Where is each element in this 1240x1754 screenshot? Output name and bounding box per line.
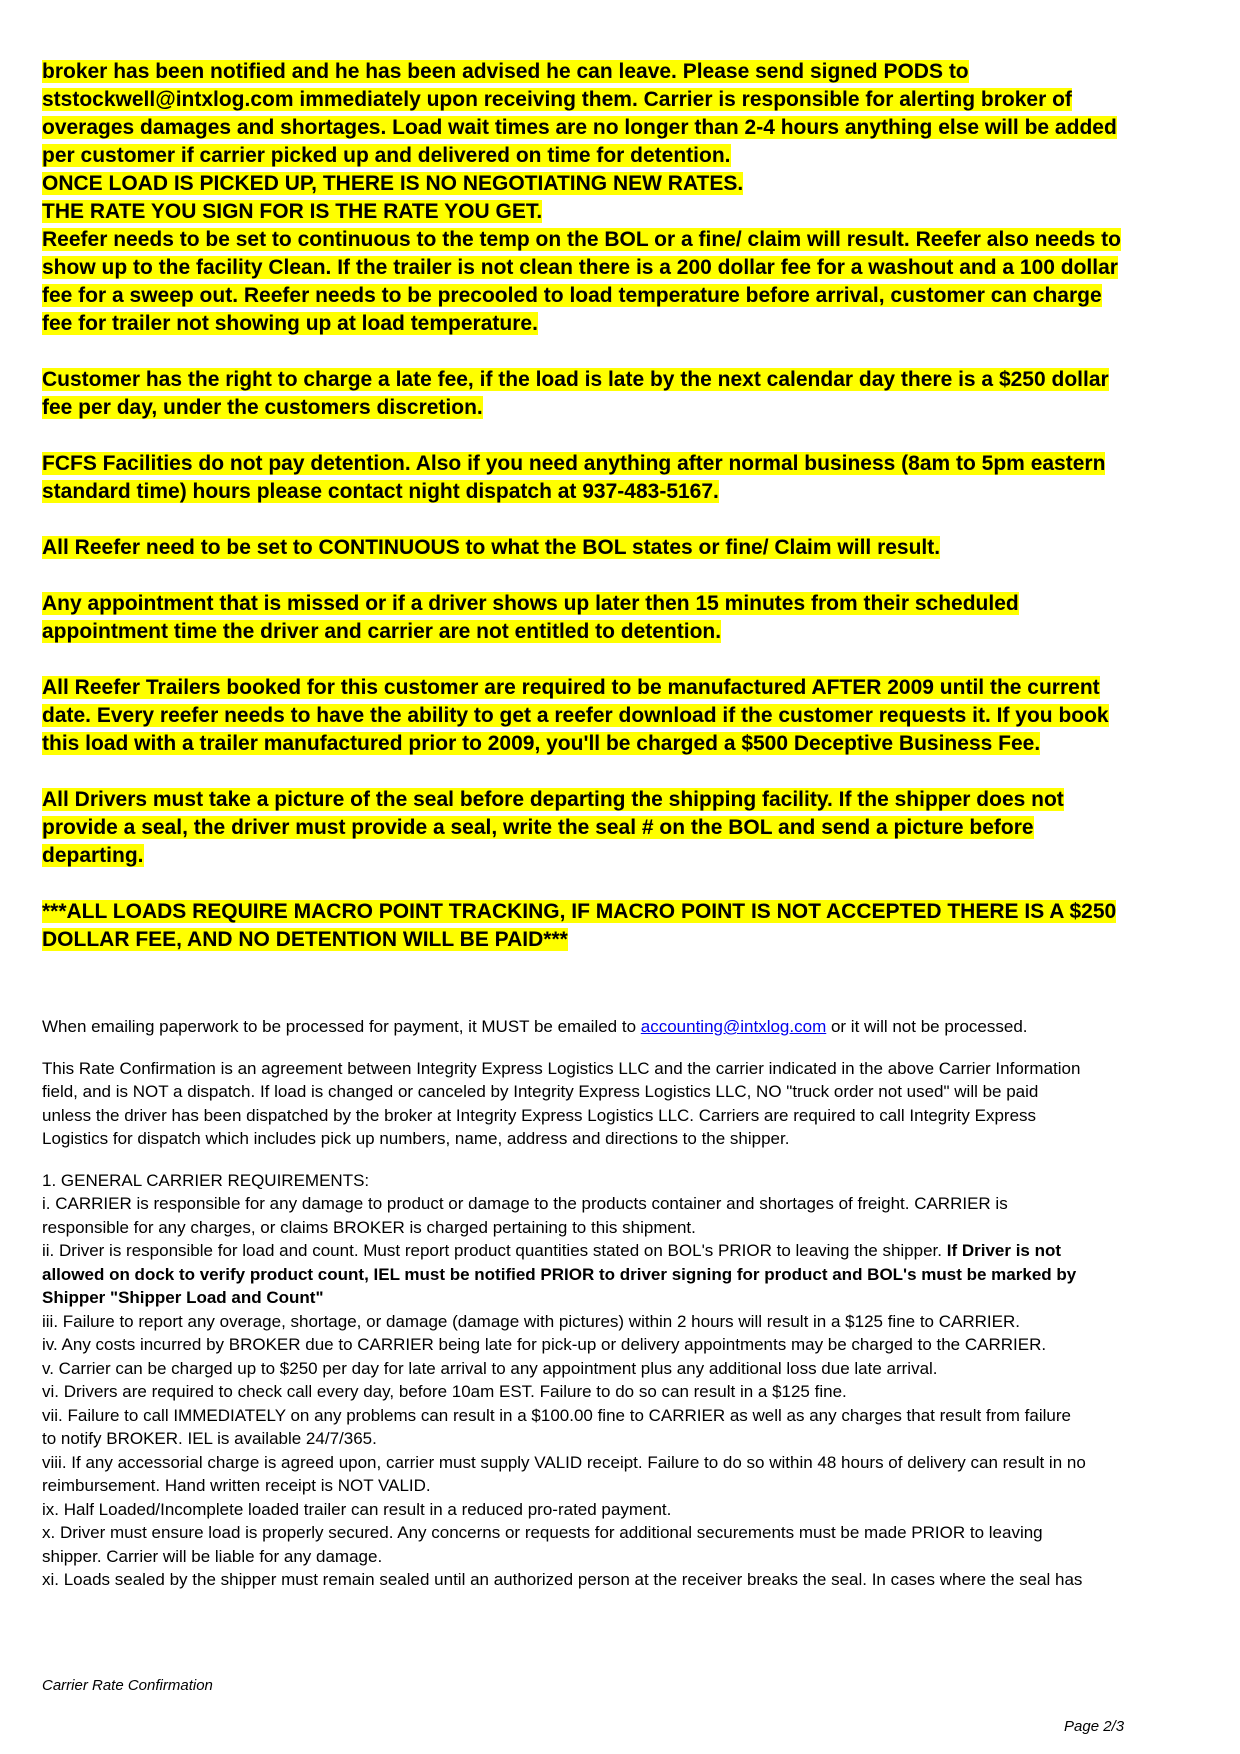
requirement-item: v. Carrier can be charged up to $250 per day for late arrival to any appointment plus any additional loss due late arrival. <box>42 1358 938 1378</box>
requirement-item <box>42 1451 1214 1498</box>
fcfs-paragraph <box>42 450 1214 506</box>
requirement-item <box>42 1239 1214 1310</box>
text-line: ***ALL LOADS REQUIRE MACRO POINT TRACKING, IF MACRO POINT IS NOT ACCEPTED THERE IS A $250 <box>42 900 1117 923</box>
text-line: shipper. Carrier will be liable for any damage. <box>42 1546 383 1566</box>
requirement-item: iii. Failure to report any overage, shortage, or damage (damage with pictures) within 2 hours will result in a $125 fine to CARRIER. <box>42 1311 1020 1331</box>
email-notice <box>42 1015 1214 1039</box>
email-notice-before: When emailing paperwork to be processed for payment, it MUST be emailed to <box>42 1017 641 1036</box>
text-line: FCFS Facilities do not pay detention. Also if you need anything after normal business (8am to 5pm eastern <box>42 452 1106 475</box>
general-requirements <box>42 1169 1214 1592</box>
reefer-continuous-paragraph <box>42 534 1214 562</box>
agreement-paragraph <box>42 1057 1214 1151</box>
email-notice-after: or it will not be processed. <box>826 1017 1028 1036</box>
text-line: departing. <box>42 844 144 867</box>
requirement-item <box>42 1192 1214 1239</box>
text-line: per customer if carrier picked up and delivered on time for detention. <box>42 144 731 167</box>
text-line: Reefer needs to be set to continuous to the temp on the BOL or a fine/ claim will result. Reefer also needs to <box>42 228 1121 251</box>
footer-title: Carrier Rate Confirmation <box>42 1677 213 1694</box>
text-line: THE RATE YOU SIGN FOR IS THE RATE YOU GET. <box>42 200 543 223</box>
text-line: vii. Failure to call IMMEDIATELY on any problems can result in a $100.00 fine to CARRIER as well as any charges that result from failure <box>42 1405 1071 1425</box>
seal-paragraph <box>42 786 1214 870</box>
macro-point-paragraph <box>42 898 1214 954</box>
text-line: This Rate Confirmation is an agreement between Integrity Express Logistics LLC and the carrier indicated in the above Carrier Information <box>42 1058 1081 1078</box>
text-line: broker has been notified and he has been advised he can leave. Please send signed PODS to <box>42 60 969 83</box>
bold-text: Shipper "Shipper Load and Count" <box>42 1288 324 1307</box>
bold-text: If Driver is not <box>946 1241 1062 1260</box>
text-line: to notify BROKER. IEL is available 24/7/365. <box>42 1429 377 1448</box>
requirement-item: iv. Any costs incurred by BROKER due to CARRIER being late for pick-up or delivery appointments may be charged to the CARRIER. <box>42 1335 1047 1354</box>
text-line: overages damages and shortages. Load wait times are no longer than 2-4 hours anything else will be added <box>42 116 1117 139</box>
text-line: Logistics for dispatch which includes pick up numbers, name, address and directions to the shipper. <box>42 1129 790 1148</box>
text-line: fee per day, under the customers discretion. <box>42 396 483 419</box>
requirement-item: vi. Drivers are required to check call every day, before 10am EST. Failure to do so can result in a $125 fine. <box>42 1382 847 1401</box>
text-line: field, and is NOT a dispatch. If load is changed or canceled by Integrity Express Logistics LLC, NO "truck order not used" will be paid <box>42 1082 1039 1101</box>
text-line: reimbursement. Hand written receipt is NOT VALID. <box>42 1476 431 1495</box>
text-line: show up to the facility Clean. If the trailer is not clean there is a 200 dollar fee for a washout and a 100 dollar <box>42 256 1118 279</box>
appointment-paragraph <box>42 590 1214 646</box>
text-line: ii. Driver is responsible for load and count. Must report product quantities stated on BOL's PRIOR to leaving the shipper. <box>42 1241 947 1260</box>
text-line: Any appointment that is missed or if a driver shows up later then 15 minutes from their scheduled <box>42 592 1019 615</box>
text-line: responsible for any charges, or claims BROKER is charged pertaining to this shipment. <box>42 1217 696 1237</box>
text-line: date. Every reefer needs to have the ability to get a reefer download if the customer requests it. If you book <box>42 704 1109 727</box>
text-line: this load with a trailer manufactured prior to 2009, you'll be charged a $500 Deceptive Business Fee. <box>42 732 1041 755</box>
text-line: All Drivers must take a picture of the seal before departing the shipping facility. If the shipper does not <box>42 788 1064 811</box>
text-line: All Reefer Trailers booked for this customer are required to be manufactured AFTER 2009 until the current <box>42 676 1100 699</box>
text-line: i. CARRIER is responsible for any damage to product or damage to the products container and shortages of freight. CARRIER is <box>42 1194 1008 1213</box>
text-line: Customer has the right to charge a late fee, if the load is late by the next calendar day there is a $250 dollar <box>42 368 1109 391</box>
text-line: All Reefer need to be set to CONTINUOUS to what the BOL states or fine/ Claim will result. <box>42 536 941 559</box>
text-line: ONCE LOAD IS PICKED UP, THERE IS NO NEGOTIATING NEW RATES. <box>42 172 744 195</box>
requirement-item <box>42 1404 1214 1451</box>
page-number: Page 2/3 <box>1064 1718 1125 1735</box>
text-line: DOLLAR FEE, AND NO DETENTION WILL BE PAID*** <box>42 928 568 951</box>
requirement-item <box>42 1521 1214 1568</box>
requirement-item: xi. Loads sealed by the shipper must remain sealed until an authorized person at the receiver breaks the seal. In cases where the seal has <box>42 1570 1083 1589</box>
text-line: viii. If any accessorial charge is agreed upon, carrier must supply VALID receipt. Failure to do so within 48 hours of delivery can result in no <box>42 1452 1086 1472</box>
document-body <box>42 58 1214 1592</box>
late-fee-paragraph <box>42 366 1214 422</box>
text-line: unless the driver has been dispatched by the broker at Integrity Express Logistics LLC. Carriers are required to call Integrity Express <box>42 1105 1037 1125</box>
text-line: appointment time the driver and carrier are not entitled to detention. <box>42 620 722 643</box>
accounting-email-link[interactable]: accounting@intxlog.com <box>640 1017 827 1036</box>
text-line: provide a seal, the driver must provide a seal, write the seal # on the BOL and send a picture before <box>42 816 1034 839</box>
text-line: ststockwell@intxlog.com immediately upon receiving them. Carrier is responsible for alerting broker of <box>42 88 1072 111</box>
text-line: fee for a sweep out. Reefer needs to be precooled to load temperature before arrival, customer can charge <box>42 284 1102 307</box>
text-line: fee for trailer not showing up at load temperature. <box>42 312 538 335</box>
requirements-heading: 1. GENERAL CARRIER REQUIREMENTS: <box>42 1170 370 1190</box>
bold-text: allowed on dock to verify product count, IEL must be notified PRIOR to driver signing for product and BOL's must be marked by <box>42 1264 1077 1284</box>
text-line: x. Driver must ensure load is properly secured. Any concerns or requests for additional securements must be made PRIOR to leaving <box>42 1523 1043 1542</box>
text-line: standard time) hours please contact night dispatch at 937-483-5167. <box>42 480 719 503</box>
highlighted-paragraph <box>42 58 1214 338</box>
reefer-trailer-paragraph <box>42 674 1214 758</box>
requirement-item: ix. Half Loaded/Incomplete loaded trailer can result in a reduced pro-rated payment. <box>42 1499 672 1519</box>
